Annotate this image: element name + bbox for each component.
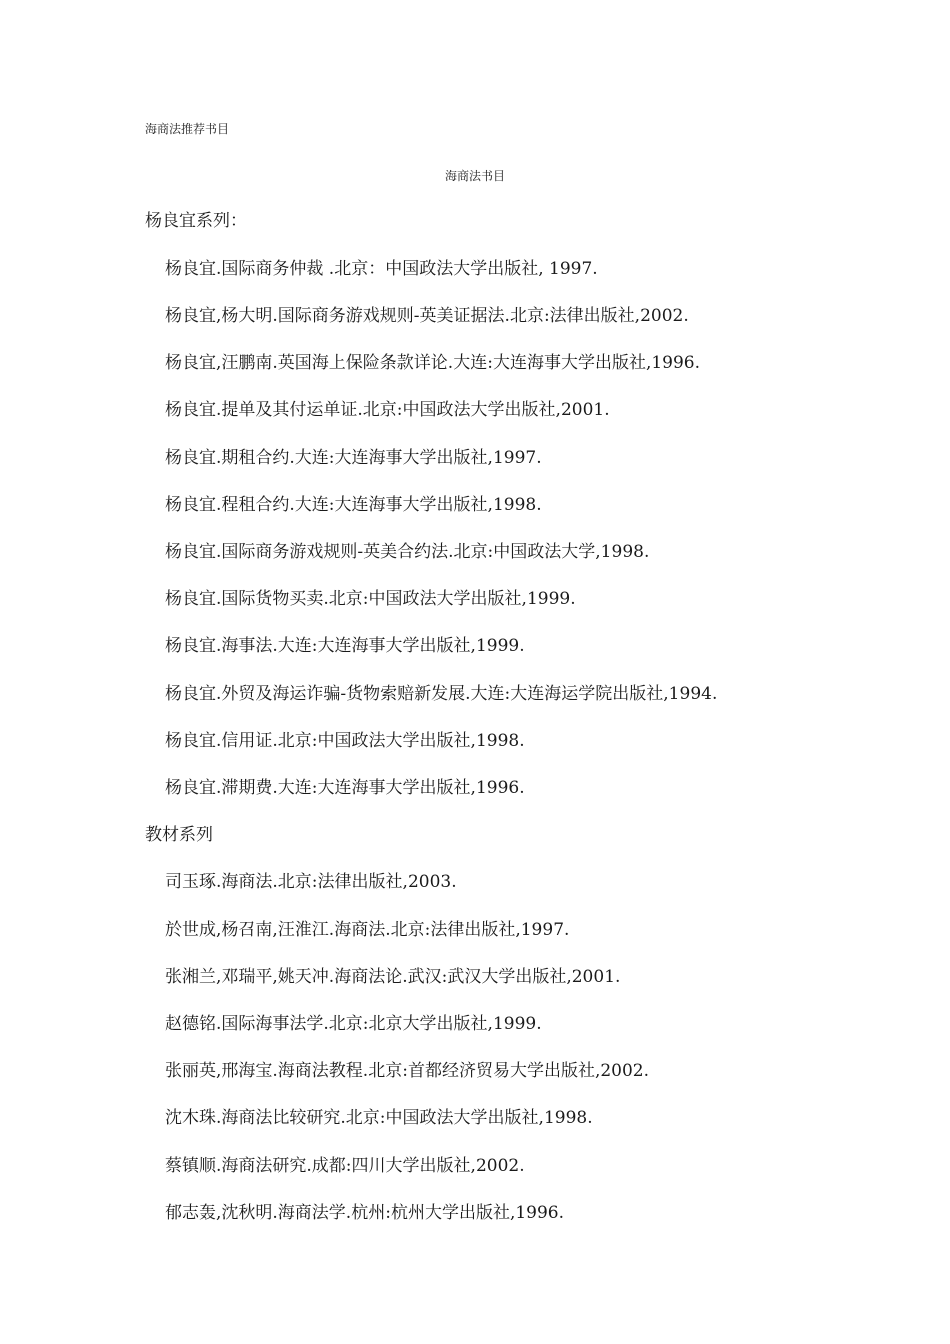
document-header: 海商法推荐书目 <box>145 122 230 136</box>
book-entry: 杨良宜.信用证.北京:中国政法大学出版社,1998. <box>165 731 525 751</box>
book-entry: 杨良宜,杨大明.国际商务游戏规则-英美证据法.北京:法律出版社,2002. <box>165 306 689 326</box>
book-entry: 杨良宜.海事法.大连:大连海事大学出版社,1999. <box>165 636 525 656</box>
document-title: 海商法书目 <box>444 169 505 183</box>
book-entry: 蔡镇顺.海商法研究.成都:四川大学出版社,2002. <box>165 1156 525 1176</box>
book-entry: 张湘兰,邓瑞平,姚天冲.海商法论.武汉:武汉大学出版社,2001. <box>165 967 621 987</box>
book-entry: 张丽英,邢海宝.海商法教程.北京:首都经济贸易大学出版社,2002. <box>165 1061 650 1081</box>
book-entry: 杨良宜.外贸及海运诈骗-货物索赔新发展.大连:大连海运学院出版社,1994. <box>165 684 718 704</box>
section-heading-textbooks: 教材系列 <box>145 825 213 845</box>
book-entry: 杨良宜.国际货物买卖.北京:中国政法大学出版社,1999. <box>165 589 576 609</box>
book-entry: 於世成,杨召南,汪淮江.海商法.北京:法律出版社,1997. <box>165 920 570 940</box>
book-entry: 杨良宜.滞期费.大连:大连海事大学出版社,1996. <box>165 778 525 798</box>
book-entry: 杨良宜.提单及其付运单证.北京:中国政法大学出版社,2001. <box>165 400 610 420</box>
book-entry: 郁志轰,沈秋明.海商法学.杭州:杭州大学出版社,1996. <box>165 1203 565 1223</box>
book-entry: 杨良宜.期租合约.大连:大连海事大学出版社,1997. <box>165 448 542 468</box>
book-entry: 杨良宜.国际商务仲裁 .北京：中国政法大学出版社, 1997. <box>165 259 598 279</box>
book-entry: 沈木珠.海商法比较研究.北京:中国政法大学出版社,1998. <box>165 1108 593 1128</box>
book-entry: 杨良宜.国际商务游戏规则-英美合约法.北京:中国政法大学,1998. <box>165 542 650 562</box>
book-entry: 杨良宜.程租合约.大连:大连海事大学出版社,1998. <box>165 495 542 515</box>
book-entry: 杨良宜,汪鹏南.英国海上保险条款详论.大连:大连海事大学出版社,1996. <box>165 353 701 373</box>
book-entry: 赵德铭.国际海事法学.北京:北京大学出版社,1999. <box>165 1014 542 1034</box>
book-entry: 司玉琢.海商法.北京:法律出版社,2003. <box>165 872 457 892</box>
section-heading-yang: 杨良宜系列： <box>145 211 247 231</box>
